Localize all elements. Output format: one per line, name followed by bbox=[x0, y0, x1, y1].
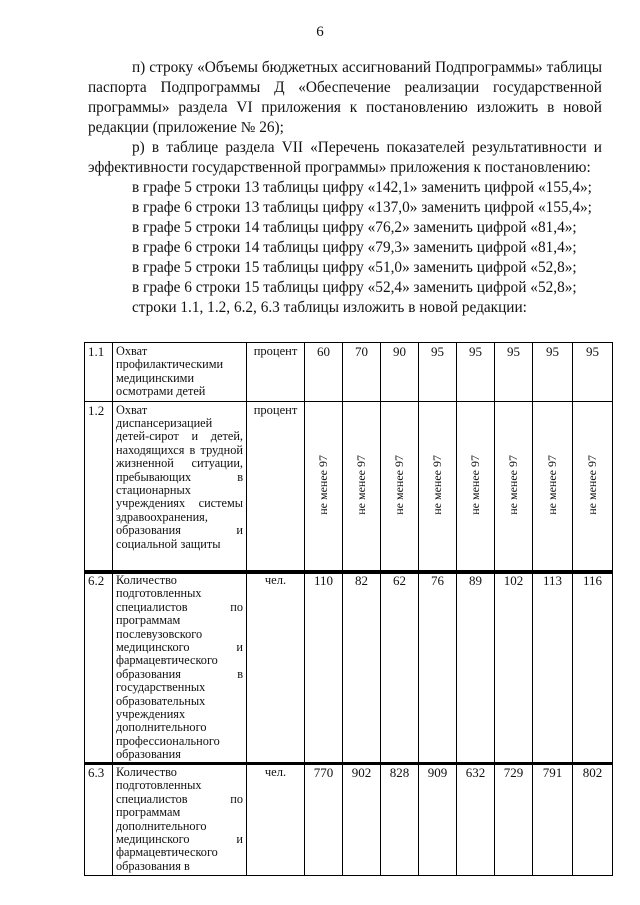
table-row bbox=[85, 763, 613, 876]
row-value: 828 bbox=[381, 763, 419, 876]
row-code: 6.3 bbox=[85, 763, 113, 876]
row-value-text: не менее 97 bbox=[467, 455, 482, 516]
row-value-text: не менее 97 bbox=[315, 455, 330, 516]
row-value: 110 bbox=[305, 571, 343, 764]
row-value: 113 bbox=[533, 571, 573, 764]
row-value: 62 bbox=[381, 571, 419, 764]
row-value: 95 bbox=[495, 343, 533, 402]
row-value: 802 bbox=[573, 763, 613, 876]
row-code: 1.1 bbox=[85, 343, 113, 402]
row-value bbox=[419, 401, 457, 573]
list-item: в графе 6 строки 14 таблицы цифру «79,3» заменить цифрой «81,4»; bbox=[132, 239, 577, 256]
row-value: 76 bbox=[419, 571, 457, 764]
table-row bbox=[85, 401, 613, 573]
row-value bbox=[343, 401, 381, 573]
list-item: в графе 5 строки 13 таблицы цифру «142,1» заменить цифрой «155,4»; bbox=[132, 179, 592, 196]
row-unit: процент bbox=[247, 343, 305, 402]
row-value: 90 bbox=[381, 343, 419, 402]
row-value bbox=[573, 401, 613, 573]
row-value: 116 bbox=[573, 571, 613, 764]
row-unit: процент bbox=[247, 401, 305, 573]
paragraph-p: п) строку «Объемы бюджетных ассигнований Подпрограммы» таблицы паспорта Подпрограммы Д «Обеспечение реализации государственной программы» раздела VI приложения к постановлению изложить в новой редакции (приложение № 26); bbox=[88, 59, 602, 136]
list-item: в графе 5 строки 14 таблицы цифру «76,2» заменить цифрой «81,4»; bbox=[132, 219, 577, 236]
row-value-text: не менее 97 bbox=[544, 455, 559, 516]
table-row bbox=[85, 571, 613, 764]
row-value: 60 bbox=[305, 343, 343, 402]
row-value: 909 bbox=[419, 763, 457, 876]
body-text bbox=[88, 58, 602, 318]
row-value bbox=[457, 401, 495, 573]
row-value: 102 bbox=[495, 571, 533, 764]
row-value: 729 bbox=[495, 763, 533, 876]
row-value: 95 bbox=[533, 343, 573, 402]
list-item: в графе 5 строки 15 таблицы цифру «51,0» заменить цифрой «52,8»; bbox=[132, 259, 577, 276]
row-code: 6.2 bbox=[85, 571, 113, 764]
row-value: 89 bbox=[457, 571, 495, 764]
paragraph-r: р) в таблице раздела VII «Перечень показателей результативности и эффективности государственной программы» приложения к постановлению: bbox=[88, 139, 602, 176]
list-item: в графе 6 строки 13 таблицы цифру «137,0» заменить цифрой «155,4»; bbox=[132, 199, 592, 216]
list-item: строки 1.1, 1.2, 6.2, 6.3 таблицы изложить в новой редакции: bbox=[132, 299, 527, 316]
row-value: 632 bbox=[457, 763, 495, 876]
table-row bbox=[85, 343, 613, 402]
row-code: 1.2 bbox=[85, 401, 113, 573]
row-value: 902 bbox=[343, 763, 381, 876]
row-value: 95 bbox=[573, 343, 613, 402]
row-name: Охват диспансеризацией детей-сирот и детей, находящихся в трудной жизненной ситуации, пребывающих в стационарных учреждениях системы здравоохранения, образования и социальной защиты bbox=[113, 401, 247, 573]
row-value-text: не менее 97 bbox=[429, 455, 444, 516]
row-value-text: не менее 97 bbox=[584, 455, 599, 516]
row-value bbox=[381, 401, 419, 573]
row-unit: чел. bbox=[247, 763, 305, 876]
row-value: 791 bbox=[533, 763, 573, 876]
row-value bbox=[305, 401, 343, 573]
row-name: Количество подготовленных специалистов по программам послевузовского медицинского и фармацевтического образования в государственных образовательных учреждениях дополнительного профессионального образования bbox=[113, 571, 247, 764]
indicators-table-block-2 bbox=[84, 570, 613, 765]
row-unit: чел. bbox=[247, 571, 305, 764]
indicators-table-block-3 bbox=[84, 762, 613, 876]
list-item: в графе 6 строки 15 таблицы цифру «52,4» заменить цифрой «52,8»; bbox=[132, 279, 577, 296]
row-value bbox=[495, 401, 533, 573]
row-value: 95 bbox=[457, 343, 495, 402]
row-value-text: не менее 97 bbox=[353, 455, 368, 516]
row-value: 95 bbox=[419, 343, 457, 402]
row-value-text: не менее 97 bbox=[391, 455, 406, 516]
row-name: Охват профилактическими медицинскими осмотрами детей bbox=[113, 343, 247, 402]
indicators-table-block-1 bbox=[84, 342, 613, 574]
page-number: 6 bbox=[316, 24, 324, 40]
row-value-text: не менее 97 bbox=[505, 455, 520, 516]
row-name: Количество подготовленных специалистов по программам дополнительного медицинского и фармацевтического образования в bbox=[113, 763, 247, 876]
row-value: 82 bbox=[343, 571, 381, 764]
row-value bbox=[533, 401, 573, 573]
row-value: 70 bbox=[343, 343, 381, 402]
row-value: 770 bbox=[305, 763, 343, 876]
